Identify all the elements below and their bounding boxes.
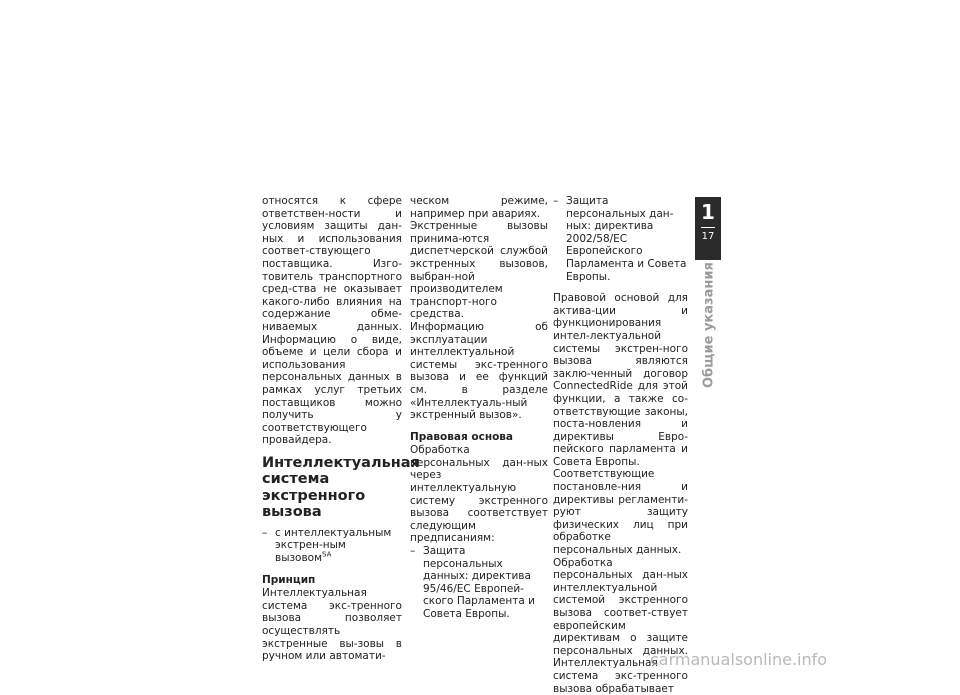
list-item	[553, 195, 688, 283]
chapter-side-label: Общие указания	[701, 262, 717, 388]
subheading-legal-basis: Правовая основа	[410, 430, 514, 443]
list-item	[262, 527, 402, 565]
list-item-text: Защита персональных данных: директива 95/46/ЕС Европей-ского Парламента и Совета Европы.	[423, 545, 535, 620]
divider	[701, 227, 715, 228]
list-item-text: Защита персональных дан-ных: директива 2002/58/ЕС Европейского Парламента и Совета Европы.	[566, 195, 687, 283]
dash-bullet: –	[553, 195, 559, 207]
list-item	[410, 545, 548, 621]
subheading-principle: Принцип	[262, 573, 316, 586]
paragraph: ческом режиме, например при авариях.	[410, 195, 548, 220]
chapter-tab	[695, 197, 721, 260]
paragraph: Правовой основой для актива-ции и функционирования интел-лектуальной системы экстрен-ного вызова являются заклю-ченный договор ConnectedRide для этой функции, а также со-ответствующие законы, поста-новления и директивы Евро-пейского парламента и Совета Европы.	[553, 292, 688, 468]
paragraph: Соответствующие постановле-ния и директивы регламенти-руют защиту физических лиц при обработке персональных данных.	[553, 468, 688, 557]
intro-paragraph: относятся к сфере ответствен-ности и условиям защиты дан-ных и использования соответ-ствующего поставщика. Изго-товитель транспортного сред-ства не оказывает какого-либо влияния на содержание обме-ниваемых данных. Информацию о виде, объеме и цели сбора и использования персональных данных в рамках услуг третьих поставщиков можно получить у соответствующего провайдера.	[262, 195, 402, 447]
principle-paragraph: Интеллектуальная система экс-тренного вызова позволяет осуществлять экстренные вы-зовы в ручном или автомати-	[262, 587, 402, 663]
sa-marker: SA	[322, 550, 332, 559]
paragraph: Экстренные вызовы принима-ются диспетчерской службой экстренных вызовов, выбран-ной производителем транспорт-ного средства.	[410, 220, 548, 321]
column-2	[410, 195, 548, 621]
section-heading: Интеллектуальная система экстренного вызова	[262, 454, 420, 521]
list-item-text: с интеллектуальным экстрен-ным вызовом	[275, 526, 392, 565]
page-number: 17	[701, 231, 715, 242]
column-1	[262, 195, 420, 663]
dash-bullet: –	[410, 545, 416, 558]
watermark: carmanualsonline.info	[650, 650, 828, 669]
column-3	[553, 195, 688, 695]
paragraph: Информацию об эксплуатации интеллектуальной системы экс-тренного вызова и ее функций см. в разделе «Интеллектуаль-ный экстренный вызов».	[410, 320, 548, 422]
paragraph: Обработка персональных дан-ных через интеллектуальную систему экстренного вызова соответствует следующим предписаниям:	[410, 444, 548, 545]
dash-bullet: –	[262, 526, 268, 539]
chapter-number: 1	[701, 200, 715, 224]
paragraph: Обработка персональных дан-ных интеллектуальной системой экстренного вызова соответ-ствует европейским директивам о защите персональных данных. Интеллектуальная система экс-тренного вызова обрабатывает	[553, 556, 688, 695]
